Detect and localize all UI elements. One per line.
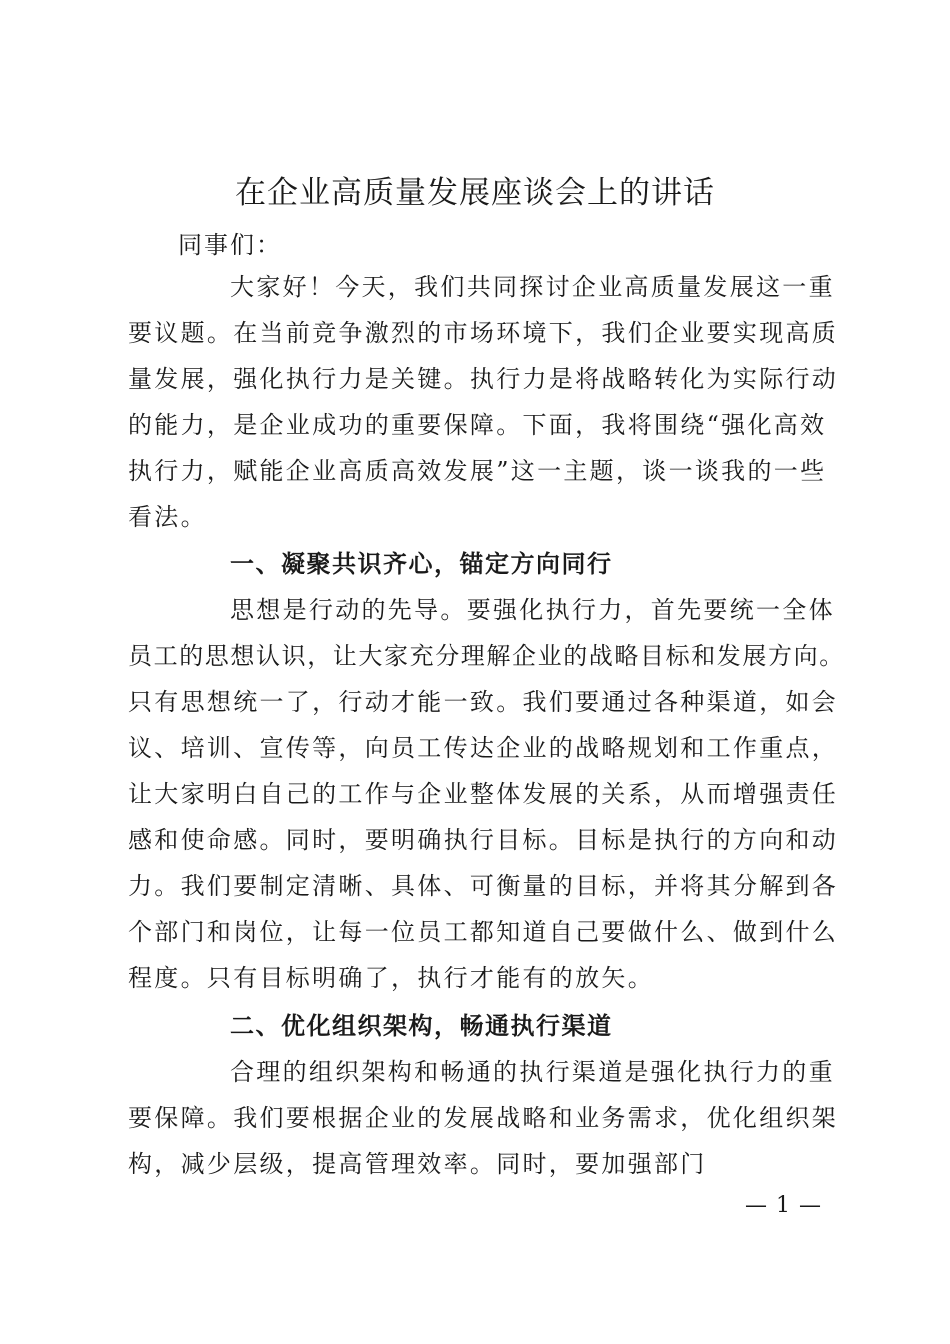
paragraph-line: 思想是行动的先导。要强化执行力，首先要统一全体 <box>230 596 835 624</box>
section-heading-2: 二、优化组织架构，畅通执行渠道 <box>230 1012 613 1040</box>
paragraph-line: 只有思想统一了，行动才能一致。我们要通过各种渠道，如会 <box>128 688 839 716</box>
paragraph-line: 感和使命感。同时，要明确执行目标。目标是执行的方向和动 <box>128 826 839 854</box>
paragraph-line: 力。我们要制定清晰、具体、可衡量的目标，并将其分解到各 <box>128 872 839 900</box>
paragraph-line: 个部门和岗位，让每一位员工都知道自己要做什么、做到什么 <box>128 918 839 946</box>
paragraph-line: 要保障。我们要根据企业的发展战略和业务需求，优化组织架 <box>128 1104 839 1132</box>
salutation: 同事们： <box>178 231 282 259</box>
paragraph-line: 构，减少层级，提高管理效率。同时，要加强部门 <box>128 1150 707 1178</box>
paragraph-line: 要议题。在当前竞争激烈的市场环境下，我们企业要实现高质 <box>128 319 839 347</box>
paragraph-line: 议、培训、宣传等，向员工传达企业的战略规划和工作重点， <box>128 734 839 762</box>
paragraph-line: 员工的思想认识，让大家充分理解企业的战略目标和发展方向。 <box>128 642 845 670</box>
paragraph-line: 让大家明白自己的工作与企业整体发展的关系，从而增强责任 <box>128 780 839 808</box>
section-heading-1: 一、凝聚共识齐心，锚定方向同行 <box>230 550 613 578</box>
paragraph-line: 看法。 <box>128 503 207 531</box>
paragraph-line: 程度。只有目标明确了，执行才能有的放矢。 <box>128 964 654 992</box>
paragraph-line: 执行力，赋能企业高质高效发展”这一主题，谈一谈我的一些 <box>128 457 827 485</box>
paragraph-line: 量发展，强化执行力是关键。执行力是将战略转化为实际行动 <box>128 365 839 393</box>
paragraph-line: 的能力，是企业成功的重要保障。下面，我将围绕“强化高效 <box>128 411 827 439</box>
paragraph-line: 合理的组织架构和畅通的执行渠道是强化执行力的重 <box>230 1058 835 1086</box>
document-title: 在企业高质量发展座谈会上的讲话 <box>235 175 715 211</box>
page-number: — 1 — <box>745 1193 822 1218</box>
paragraph-line: 大家好！今天，我们共同探讨企业高质量发展这一重 <box>230 273 835 301</box>
